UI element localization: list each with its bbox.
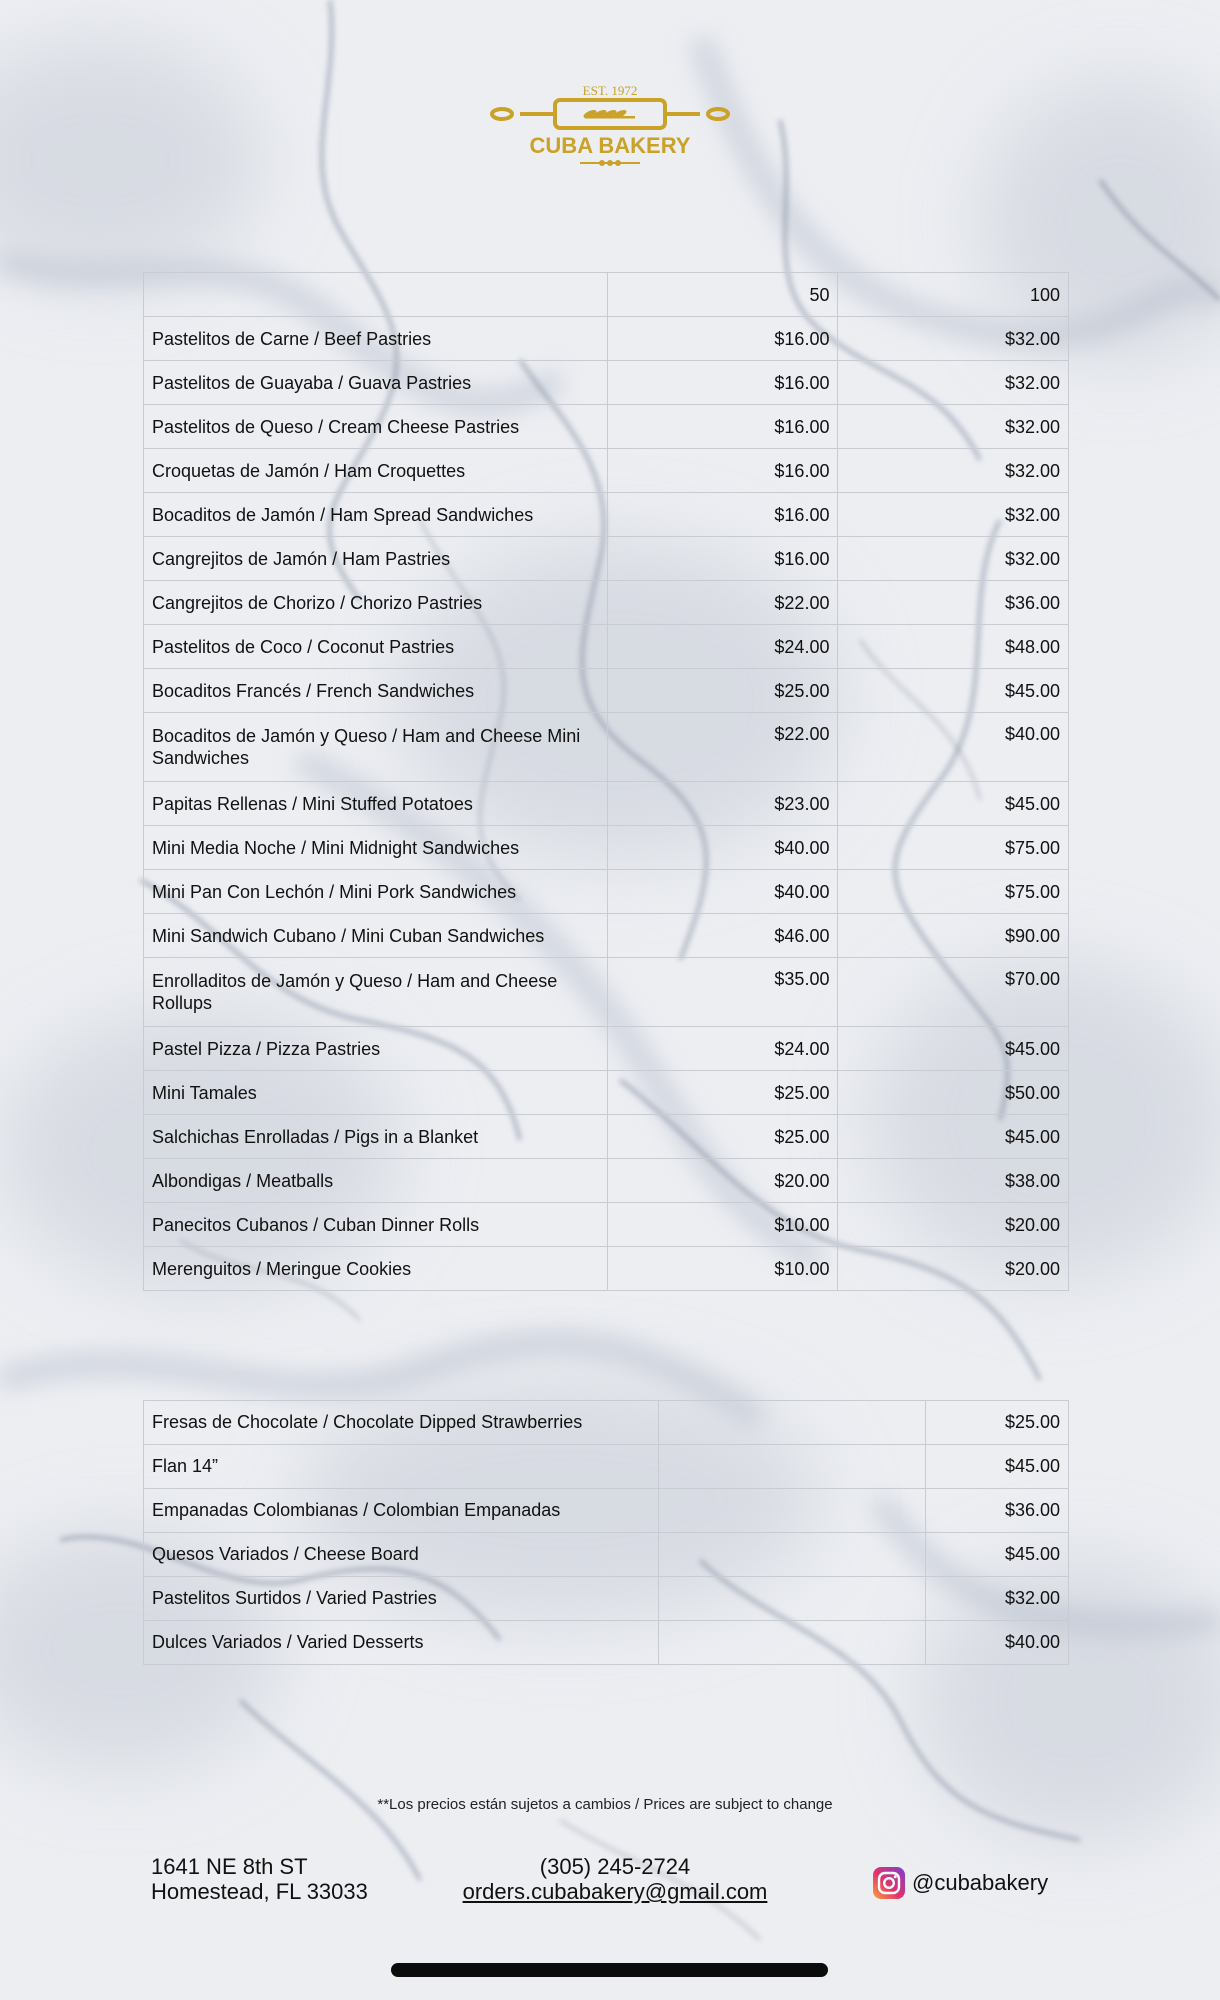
item-price: $40.00 xyxy=(926,1621,1069,1665)
price-50: $24.00 xyxy=(607,625,838,669)
table-row xyxy=(144,1247,1069,1291)
price-50: $40.00 xyxy=(607,870,838,914)
header-cell-item xyxy=(144,273,608,317)
footer-address xyxy=(151,1854,368,1904)
table-row xyxy=(144,782,1069,826)
home-indicator[interactable] xyxy=(391,1963,828,1977)
empty-cell xyxy=(658,1401,926,1445)
item-name: Bocaditos Francés / French Sandwiches xyxy=(144,669,608,713)
price-100: $38.00 xyxy=(838,1159,1069,1203)
price-50: $16.00 xyxy=(607,361,838,405)
item-name: Papitas Rellenas / Mini Stuffed Potatoes xyxy=(144,782,608,826)
item-name: Fresas de Chocolate / Chocolate Dipped Strawberries xyxy=(144,1401,659,1445)
wheat-icon xyxy=(582,108,635,119)
item-price: $32.00 xyxy=(926,1577,1069,1621)
table-row xyxy=(144,669,1069,713)
item-name: Pastel Pizza / Pizza Pastries xyxy=(144,1027,608,1071)
price-50: $40.00 xyxy=(607,826,838,870)
item-name: Croquetas de Jamón / Ham Croquettes xyxy=(144,449,608,493)
price-50: $23.00 xyxy=(607,782,838,826)
item-price: $45.00 xyxy=(926,1533,1069,1577)
price-100: $45.00 xyxy=(838,1115,1069,1159)
header-cell-50: 50 xyxy=(607,273,838,317)
item-name: Mini Sandwich Cubano / Mini Cuban Sandwiches xyxy=(144,914,608,958)
price-50: $16.00 xyxy=(607,405,838,449)
item-name: Pastelitos de Guayaba / Guava Pastries xyxy=(144,361,608,405)
price-100: $32.00 xyxy=(838,405,1069,449)
phone-number[interactable]: (305) 245-2724 xyxy=(539,1854,691,1879)
price-50: $20.00 xyxy=(607,1159,838,1203)
item-name: Pastelitos de Queso / Cream Cheese Pastries xyxy=(144,405,608,449)
price-50: $16.00 xyxy=(607,449,838,493)
table-row xyxy=(144,581,1069,625)
empty-cell xyxy=(658,1533,926,1577)
header-cell-100: 100 xyxy=(838,273,1069,317)
table-row xyxy=(144,914,1069,958)
email-link[interactable]: orders.cubabakery@gmail.com xyxy=(462,1879,768,1904)
price-50: $46.00 xyxy=(607,914,838,958)
table-row xyxy=(144,361,1069,405)
table-row xyxy=(144,1115,1069,1159)
price-table xyxy=(143,272,1069,1291)
table-row xyxy=(144,1577,1069,1621)
item-name: Salchichas Enrolladas / Pigs in a Blanket xyxy=(144,1115,608,1159)
item-name: Pastelitos Surtidos / Varied Pastries xyxy=(144,1577,659,1621)
item-name: Panecitos Cubanos / Cuban Dinner Rolls xyxy=(144,1203,608,1247)
price-50: $16.00 xyxy=(607,317,838,361)
price-50: $16.00 xyxy=(607,493,838,537)
instagram-link[interactable] xyxy=(872,1866,1048,1900)
item-name: Pastelitos de Carne / Beef Pastries xyxy=(144,317,608,361)
price-100: $36.00 xyxy=(838,581,1069,625)
item-price: $45.00 xyxy=(926,1445,1069,1489)
price-disclaimer: **Los precios están sujetos a cambios / Prices are subject to change xyxy=(377,1796,833,1813)
table-row xyxy=(144,1401,1069,1445)
price-50: $16.00 xyxy=(607,537,838,581)
price-50: $10.00 xyxy=(607,1247,838,1291)
price-50: $25.00 xyxy=(607,1115,838,1159)
price-50: $25.00 xyxy=(607,1071,838,1115)
price-100: $90.00 xyxy=(838,914,1069,958)
item-name: Cangrejitos de Chorizo / Chorizo Pastries xyxy=(144,581,608,625)
price-100: $45.00 xyxy=(838,1027,1069,1071)
item-name: Merenguitos / Meringue Cookies xyxy=(144,1247,608,1291)
item-name: Albondigas / Meatballs xyxy=(144,1159,608,1203)
table-row xyxy=(144,405,1069,449)
item-name: Empanadas Colombianas / Colombian Empanadas xyxy=(144,1489,659,1533)
table-row xyxy=(144,1533,1069,1577)
table-row xyxy=(144,1489,1069,1533)
price-100: $32.00 xyxy=(838,493,1069,537)
divider-ornament xyxy=(580,160,640,166)
empty-cell xyxy=(658,1445,926,1489)
table-row xyxy=(144,1445,1069,1489)
empty-cell xyxy=(658,1621,926,1665)
address-line-1: 1641 NE 8th ST xyxy=(151,1854,308,1879)
table-row xyxy=(144,537,1069,581)
table-row xyxy=(144,1159,1069,1203)
price-50: $35.00 xyxy=(607,958,838,1027)
price-100: $32.00 xyxy=(838,537,1069,581)
item-name: Pastelitos de Coco / Coconut Pastries xyxy=(144,625,608,669)
item-name: Bocaditos de Jamón y Queso / Ham and Cheese Mini Sandwiches xyxy=(144,713,608,782)
empty-cell xyxy=(658,1489,926,1533)
extras-table xyxy=(143,1400,1069,1665)
table-row xyxy=(144,713,1069,782)
item-name: Enrolladitos de Jamón y Queso / Ham and Cheese Rollups xyxy=(144,958,608,1027)
price-50: $22.00 xyxy=(607,713,838,782)
price-100: $70.00 xyxy=(838,958,1069,1027)
item-name: Mini Tamales xyxy=(144,1071,608,1115)
price-100: $32.00 xyxy=(838,361,1069,405)
item-name: Dulces Variados / Varied Desserts xyxy=(144,1621,659,1665)
table-row xyxy=(144,870,1069,914)
table-row xyxy=(144,449,1069,493)
price-100: $45.00 xyxy=(838,669,1069,713)
svg-text:EST. 1972: EST. 1972 xyxy=(582,83,638,98)
item-price: $36.00 xyxy=(926,1489,1069,1533)
price-100: $40.00 xyxy=(838,713,1069,782)
item-price: $25.00 xyxy=(926,1401,1069,1445)
item-name: Quesos Variados / Cheese Board xyxy=(144,1533,659,1577)
item-name: Flan 14” xyxy=(144,1445,659,1489)
table-row xyxy=(144,493,1069,537)
item-name: Mini Media Noche / Mini Midnight Sandwiches xyxy=(144,826,608,870)
price-50: $24.00 xyxy=(607,1027,838,1071)
price-100: $20.00 xyxy=(838,1247,1069,1291)
price-100: $75.00 xyxy=(838,826,1069,870)
instagram-icon xyxy=(872,1866,906,1900)
table-row xyxy=(144,317,1069,361)
price-100: $75.00 xyxy=(838,870,1069,914)
price-50: $10.00 xyxy=(607,1203,838,1247)
price-100: $50.00 xyxy=(838,1071,1069,1115)
table-row xyxy=(144,1027,1069,1071)
table-row xyxy=(144,625,1069,669)
instagram-handle: @cubabakery xyxy=(912,1870,1049,1895)
table-row xyxy=(144,1621,1069,1665)
table-header-row xyxy=(144,273,1069,317)
price-100: $32.00 xyxy=(838,317,1069,361)
table-row xyxy=(144,1071,1069,1115)
item-name: Bocaditos de Jamón / Ham Spread Sandwiches xyxy=(144,493,608,537)
item-name: Cangrejitos de Jamón / Ham Pastries xyxy=(144,537,608,581)
price-100: $48.00 xyxy=(838,625,1069,669)
table-row xyxy=(144,826,1069,870)
price-100: $45.00 xyxy=(838,782,1069,826)
cuba-bakery-logo xyxy=(490,78,730,178)
item-name: Mini Pan Con Lechón / Mini Pork Sandwiches xyxy=(144,870,608,914)
svg-text:CUBA BAKERY: CUBA BAKERY xyxy=(529,133,691,158)
price-50: $22.00 xyxy=(607,581,838,625)
price-50: $25.00 xyxy=(607,669,838,713)
footer-contact xyxy=(420,1854,810,1904)
table-row xyxy=(144,1203,1069,1247)
price-100: $20.00 xyxy=(838,1203,1069,1247)
address-line-2: Homestead, FL 33033 xyxy=(151,1879,368,1904)
price-100: $32.00 xyxy=(838,449,1069,493)
table-row xyxy=(144,958,1069,1027)
empty-cell xyxy=(658,1577,926,1621)
